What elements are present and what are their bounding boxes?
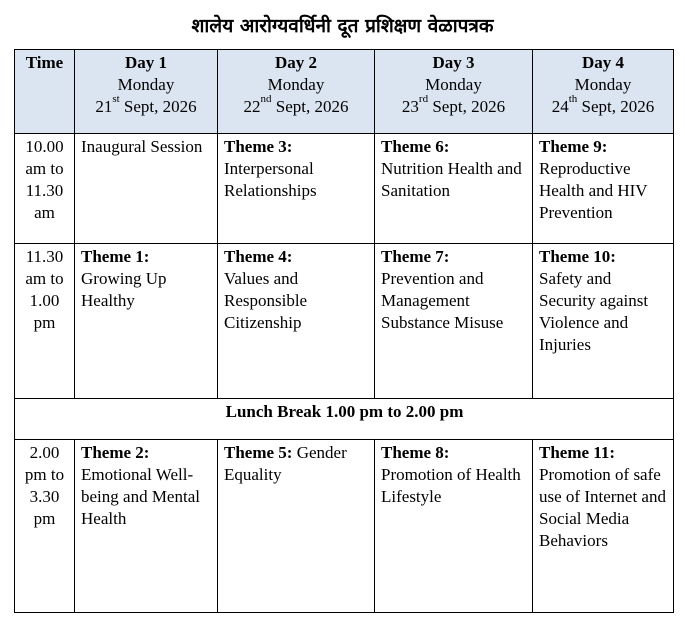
header-row bbox=[15, 50, 674, 134]
page-title: शालेय आरोग्यवर्धिनी दूत प्रशिक्षण वेळापत्रक bbox=[191, 15, 494, 37]
theme-label: Theme 6: bbox=[381, 137, 450, 156]
session-text: Inaugural Session bbox=[81, 137, 203, 156]
time-header: Time bbox=[15, 50, 75, 134]
day-label: Day 1 bbox=[124, 53, 168, 72]
session-cell bbox=[533, 244, 674, 399]
date-label: 23rd Sept, 2026 bbox=[401, 93, 506, 116]
session-cell bbox=[533, 440, 674, 613]
session-cell bbox=[375, 244, 533, 399]
day-header bbox=[533, 50, 674, 134]
weekday-label: Monday bbox=[117, 75, 175, 94]
session-cell bbox=[375, 134, 533, 244]
theme-label: Theme 7: bbox=[381, 247, 450, 266]
theme-label: Theme 10: bbox=[539, 247, 616, 266]
session-text: Prevention and Management Substance Misuse bbox=[381, 269, 504, 332]
theme-label: Theme 4: bbox=[224, 247, 293, 266]
time-cell: 2.00 pm to 3.30 pm bbox=[15, 440, 75, 613]
session-text: Values and Responsible Citizenship bbox=[224, 269, 308, 332]
weekday-label: Monday bbox=[574, 75, 632, 94]
session-text: Promotion of safe use of Internet and Social Media Behaviors bbox=[539, 465, 666, 550]
date-label: 24th Sept, 2026 bbox=[551, 93, 655, 116]
session-text: Growing Up Healthy bbox=[81, 269, 167, 310]
session-text: Emotional Well-being and Mental Health bbox=[81, 465, 200, 528]
lunch-row bbox=[15, 399, 674, 440]
day-label: Day 4 bbox=[581, 53, 625, 72]
theme-label: Theme 8: bbox=[381, 443, 450, 462]
weekday-label: Monday bbox=[425, 75, 482, 94]
date-label: 22nd Sept, 2026 bbox=[243, 93, 349, 116]
day-label: Day 3 bbox=[432, 53, 475, 72]
session-cell bbox=[533, 134, 674, 244]
session-cell bbox=[375, 440, 533, 613]
theme-label: Theme 1: bbox=[81, 247, 150, 266]
session-cell bbox=[218, 134, 375, 244]
day-header bbox=[218, 50, 375, 134]
theme-label: Theme 2: bbox=[81, 443, 150, 462]
theme-label: Theme 3: bbox=[224, 137, 293, 156]
day-label: Day 2 bbox=[274, 53, 318, 72]
session-cell bbox=[75, 134, 218, 244]
session-text: Nutrition Health and Sanitation bbox=[381, 159, 522, 200]
session-text: Gender Equality bbox=[224, 443, 347, 484]
session-cell bbox=[218, 440, 375, 613]
session-cell bbox=[218, 244, 375, 399]
lunch-break: Lunch Break 1.00 pm to 2.00 pm bbox=[15, 399, 674, 440]
session-text: Interpersonal Relationships bbox=[224, 159, 317, 200]
date-label: 21st Sept, 2026 bbox=[95, 93, 197, 116]
time-cell: 11.30 am to 1.00 pm bbox=[15, 244, 75, 399]
session-cell bbox=[75, 244, 218, 399]
theme-label: Theme 9: bbox=[539, 137, 608, 156]
session-text: Safety and Security against Violence and Injuries bbox=[539, 269, 649, 354]
session-cell bbox=[75, 440, 218, 613]
session-text: Reproductive Health and HIV Prevention bbox=[539, 159, 648, 222]
theme-label: Theme 5: bbox=[224, 443, 293, 462]
theme-label: Theme 11: bbox=[539, 443, 616, 462]
session-text: Promotion of Health Lifestyle bbox=[381, 465, 521, 506]
table-row bbox=[15, 134, 674, 244]
day-header bbox=[375, 50, 533, 134]
table-row bbox=[15, 440, 674, 613]
table-row bbox=[15, 244, 674, 399]
day-header bbox=[75, 50, 218, 134]
schedule-table bbox=[14, 49, 674, 613]
weekday-label: Monday bbox=[267, 75, 325, 94]
time-cell: 10.00 am to 11.30 am bbox=[15, 134, 75, 244]
